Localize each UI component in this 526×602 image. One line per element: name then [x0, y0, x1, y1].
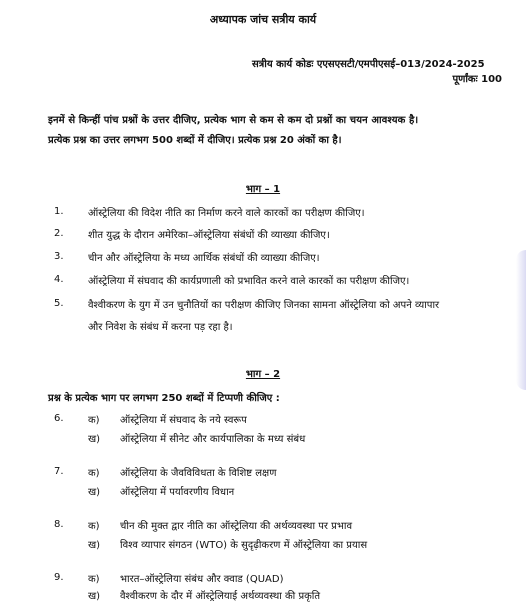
question-number: 1. [54, 206, 64, 217]
assignment-code: सत्रीय कार्य कोडः एएसएसटी/एमपीएसई–013/2024-2025 [252, 59, 485, 70]
question-text-continued: और निवेश के संबंध में करना पड़ रहा है। [88, 322, 233, 333]
question-number: 8. [54, 519, 64, 530]
question-number: 6. [54, 413, 64, 424]
part-1-heading: भाग – 1 [245, 184, 281, 195]
question-text: चीन और ऑस्ट्रेलिया के मध्य आर्थिक संबंधों की व्याख्या कीजिए। [88, 253, 320, 264]
question-text: ऑस्ट्रेलिया की विदेश नीति का निर्माण करने वाले कारकों का परीक्षण कीजिए। [88, 208, 365, 219]
sub-question-text: ऑस्ट्रेलिया के जैवविविधता के विशिष्ट लक्षण [120, 468, 277, 479]
page-title: अध्यापक जांच सत्रीय कार्य [209, 13, 317, 26]
question-text: वैश्वीकरण के युग में उन चुनौतियों का परीक्षण कीजिए जिनका सामना ऑस्ट्रेलिया को अपने व्यापार [88, 300, 440, 311]
question-number: 4. [54, 274, 64, 285]
sub-label: ख) [88, 591, 101, 602]
sub-label: ख) [88, 540, 101, 551]
sub-label: ख) [88, 487, 101, 498]
question-number: 7. [54, 466, 64, 477]
instruction-line-2: प्रत्येक प्रश्न का उत्तर लगभग 500 शब्दों में दीजिए। प्रत्येक प्रश्न 20 अंकों का है। [48, 135, 342, 146]
sub-question-text: भारत–ऑस्ट्रेलिया संबंध और क्वाड (QUAD) [120, 574, 284, 585]
question-number: 2. [54, 228, 64, 239]
question-number: 5. [54, 298, 64, 309]
sub-label: क) [88, 521, 100, 532]
sub-question-text: ऑस्ट्रेलिया में सीनेट और कार्यपालिका के मध्य संबंध [120, 434, 306, 445]
instruction-line-1: इनमें से किन्हीं पांच प्रश्नों के उत्तर दीजिए, प्रत्येक भाग से कम से कम दो प्रश्नों का चयन आवश्यक है। [48, 115, 419, 126]
question-text: शीत युद्ध के दौरान अमेरिका–ऑस्ट्रेलिया संबंधों की व्याख्या कीजिए। [88, 230, 330, 241]
sub-label: क) [88, 468, 100, 479]
sub-question-text: ऑस्ट्रेलिया में संघवाद के नये स्वरूप [120, 415, 247, 426]
question-text: ऑस्ट्रेलिया में संघवाद की कार्यप्रणाली को प्रभावित करने वाले कारकों का परीक्षण कीजिए। [88, 276, 410, 287]
part-2-heading: भाग – 2 [245, 369, 281, 380]
part-2-instruction: प्रश्न के प्रत्येक भाग पर लगभग 250 शब्दों में टिप्पणी कीजिए : [48, 393, 280, 404]
sub-label: क) [88, 574, 100, 585]
sub-question-text: विश्व व्यापार संगठन (WTO) के सुदृढ़ीकरण में ऑस्ट्रेलिया का प्रयास [120, 540, 368, 551]
sub-label: क) [88, 415, 100, 426]
question-number: 9. [54, 572, 64, 583]
sub-question-text: ऑस्ट्रेलिया में पर्यावरणीय विधान [120, 487, 235, 498]
sub-question-text: वैश्वीकरण के दौर में ऑस्ट्रेलियाई अर्थव्यवस्था की प्रकृति [120, 591, 321, 602]
max-marks: पूर्णांकः 100 [452, 74, 502, 85]
sub-question-text: चीन की मुक्त द्वार नीति का ऑस्ट्रेलिया की अर्थव्यवस्था पर प्रभाव [120, 521, 353, 532]
sub-label: ख) [88, 434, 101, 445]
question-number: 3. [54, 251, 64, 262]
